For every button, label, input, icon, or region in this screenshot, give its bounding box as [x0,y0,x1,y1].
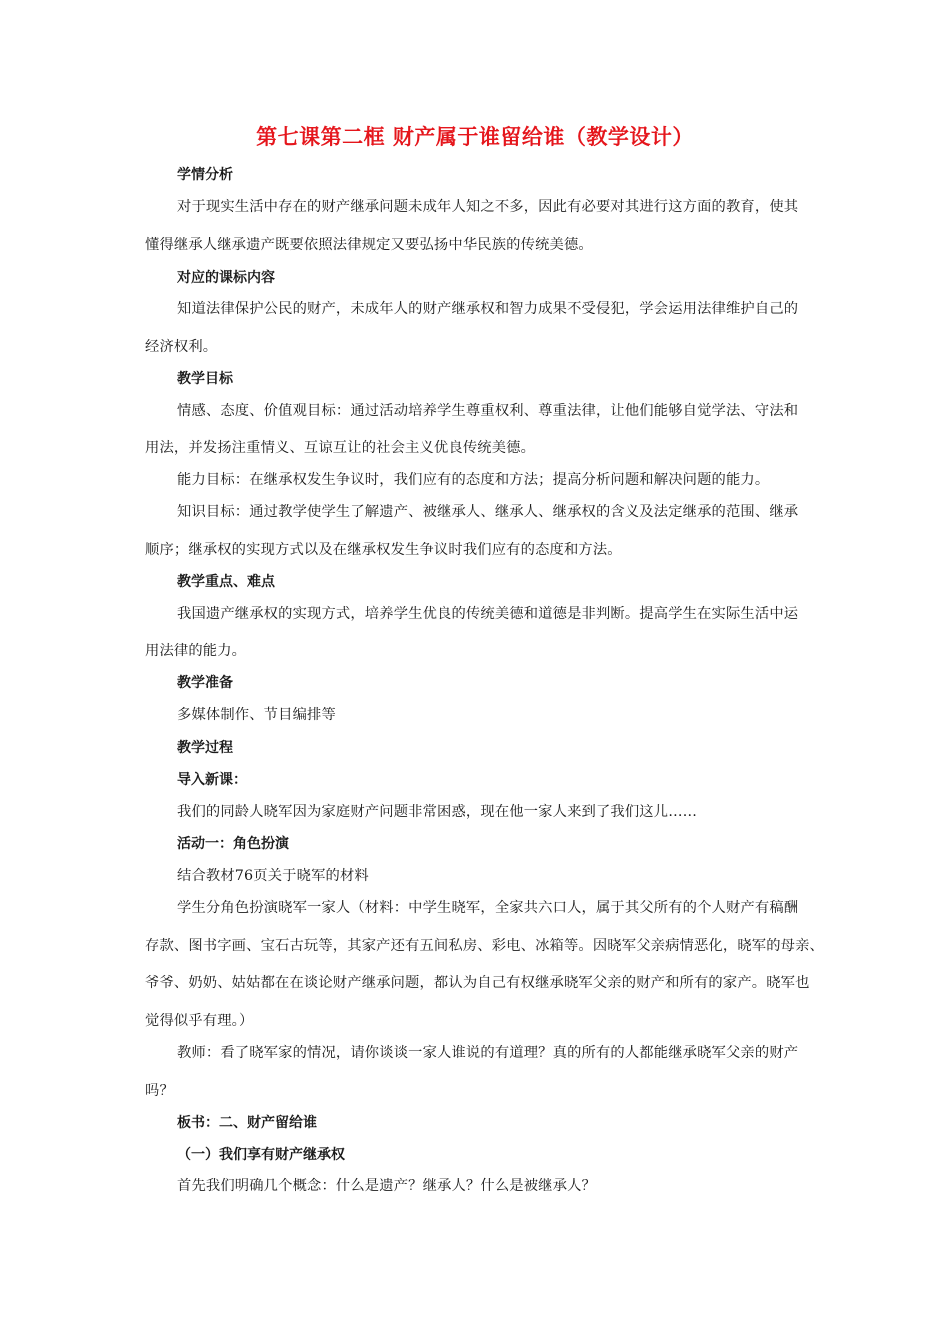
paragraph-line: 能力目标：在继承权发生争议时，我们应有的态度和方法；提高分析问题和解决问题的能力。 [177,472,770,488]
paragraph-line: 吗？ [145,1083,174,1099]
paragraph-line: 首先我们明确几个概念：什么是遗产？继承人？什么是被继承人？ [177,1178,596,1194]
paragraph-line: 结合教材76页关于晓军的材料 [177,868,369,884]
paragraph-line: 对于现实生活中存在的财产继承问题未成年人知之不多，因此有必要对其进行这方面的教育，使其 [177,199,799,215]
paragraph-line: 学生分角色扮演晓军一家人（材料：中学生晓军，全家共六口人，属于其父所有的个人财产有稿酬 [177,900,799,916]
heading-subsection-one: （一）我们享有财产继承权 [177,1147,345,1163]
heading-activity-one: 活动一：角色扮演 [177,836,289,852]
heading-teaching-process: 教学过程 [177,740,233,756]
paragraph-line: 懂得继承人继承遗产既要依照法律规定又要弘扬中华民族的传统美德。 [145,237,593,253]
paragraph-line: 觉得似乎有理。） [145,1013,254,1029]
heading-key-points: 教学重点、难点 [177,574,275,590]
heading-board-writing: 板书：二、财产留给谁 [177,1115,317,1131]
heading-teaching-goals: 教学目标 [177,371,233,387]
paragraph-line: 我们的同龄人晓军因为家庭财产问题非常困惑，现在他一家人来到了我们这儿…… [177,804,698,820]
paragraph-line: 顺序；继承权的实现方式以及在继承权发生争议时我们应有的态度和方法。 [145,542,622,558]
paragraph-line: 用法律的能力。 [145,643,247,659]
paragraph-line: 用法，并发扬注重情义、互谅互让的社会主义优良传统美德。 [145,440,536,456]
paragraph-line: 知道法律保护公民的财产，未成年人的财产继承权和智力成果不受侵犯，学会运用法律维护自己的 [177,301,799,317]
paragraph-line: 经济权利。 [145,339,218,355]
heading-curriculum: 对应的课标内容 [177,270,275,286]
paragraph-line: 知识目标：通过教学使学生了解遗产、被继承人、继承人、继承权的含义及法定继承的范围、继承 [177,504,799,520]
paragraph-line: 情感、态度、价值观目标：通过活动培养学生尊重权利、尊重法律，让他们能够自觉学法、守法和 [177,403,799,419]
heading-learning-analysis: 学情分析 [177,167,233,183]
document-title: 第七课第二框 财产属于谁留给谁（教学设计） [256,125,694,149]
heading-preparation: 教学准备 [177,675,233,691]
paragraph-line: 爷爷、奶奶、姑姑都在在谈论财产继承问题，都认为自己有权继承晓军父亲的财产和所有的家产。晓军也 [145,975,810,991]
paragraph-line: 我国遗产继承权的实现方式，培养学生优良的传统美德和道德是非判断。提高学生在实际生活中运 [177,606,799,622]
paragraph-line: 存款、图书字画、宝石古玩等，其家产还有五间私房、彩电、冰箱等。因晓军父亲病情恶化，晓军的母亲、 [145,938,824,954]
paragraph-line: 教师：看了晓军家的情况，请你谈谈一家人谁说的有道理？真的所有的人都能继承晓军父亲的财产 [177,1045,799,1061]
heading-introduction: 导入新课： [177,772,247,788]
paragraph-line: 多媒体制作、节目编排等 [177,707,336,723]
